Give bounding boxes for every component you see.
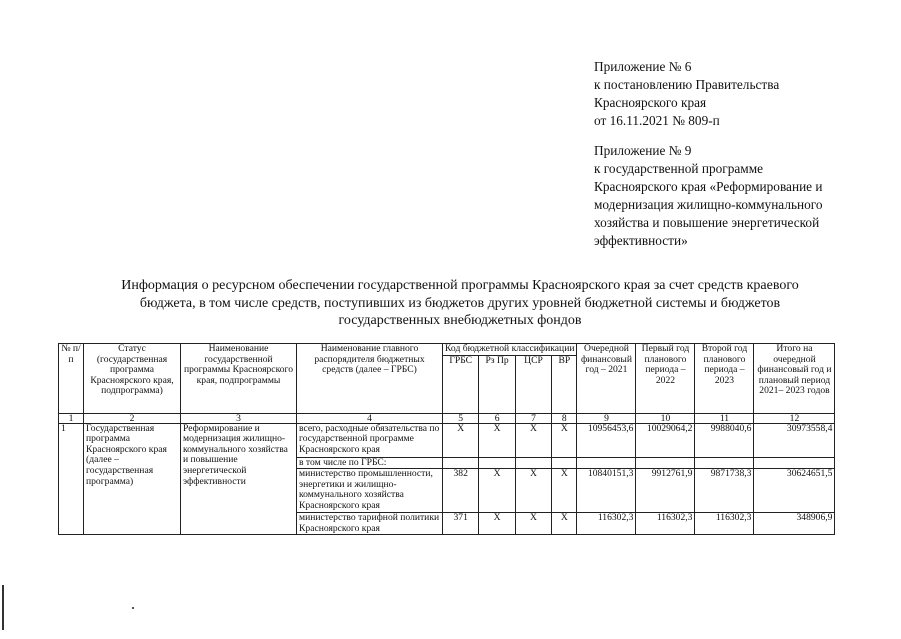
appendix-9-line: Красноярского края «Реформирование и xyxy=(594,179,823,194)
rzpr-cell: X xyxy=(479,469,515,513)
appendix-9-line: Приложение № 9 xyxy=(594,143,692,158)
appendix-9-line: хозяйства и повышение энергетической xyxy=(594,215,820,230)
appendix-6-line: Приложение № 6 xyxy=(594,59,692,74)
csr-cell: X xyxy=(515,469,551,513)
rzpr-cell xyxy=(479,457,515,469)
header-budget-code: Код бюджетной классификации xyxy=(443,344,577,356)
appendix-9-line: к государственной программе xyxy=(594,161,764,176)
y2021-cell: 10840151,3 xyxy=(577,469,636,513)
col-number: 4 xyxy=(297,413,443,423)
y2022-cell xyxy=(636,457,695,469)
heading-line: государственных внебюджетных фондов xyxy=(338,313,582,328)
total-cell xyxy=(754,457,835,469)
heading-line: Информация о ресурсном обеспечении государственной программы Красноярского края за счет средств краевого xyxy=(121,278,799,293)
y2023-cell: 9988040,6 xyxy=(695,423,754,457)
row-num: 1 xyxy=(59,423,84,535)
grbs-name-cell: всего, расходные обязательства по государственной программе Красноярского края xyxy=(297,423,443,457)
grbs-cell: 371 xyxy=(443,513,479,535)
y2021-cell: 116302,3 xyxy=(577,513,636,535)
row-status: Государственная программа Красноярского края (далее – государственная программа) xyxy=(84,423,181,535)
appendix-6-block xyxy=(594,58,779,130)
col-number: 1 xyxy=(59,413,84,423)
header-grbs-name: Наименование главного распорядителя бюджетных средств (далее – ГРБС) xyxy=(297,344,443,414)
header-rzpr: Рз Пр xyxy=(479,355,515,413)
col-number: 9 xyxy=(577,413,636,423)
y2022-cell: 9912761,9 xyxy=(636,469,695,513)
header-num: № п/п xyxy=(59,344,84,414)
col-number: 6 xyxy=(479,413,515,423)
appendix-6-line: Красноярского края xyxy=(594,95,707,110)
total-cell: 30624651,5 xyxy=(754,469,835,513)
col-number: 10 xyxy=(636,413,695,423)
document-heading xyxy=(40,277,880,330)
header-grbs: ГРБС xyxy=(443,355,479,413)
grbs-cell: 382 xyxy=(443,469,479,513)
y2023-cell xyxy=(695,457,754,469)
grbs-name-cell: министерство тарифной политики Красноярского края xyxy=(297,513,443,535)
total-cell: 348906,9 xyxy=(754,513,835,535)
col-number: 7 xyxy=(515,413,551,423)
grbs-cell xyxy=(443,457,479,469)
appendix-9-block xyxy=(594,142,823,250)
csr-cell: X xyxy=(515,423,551,457)
csr-cell: X xyxy=(515,513,551,535)
y2023-cell: 116302,3 xyxy=(695,513,754,535)
scan-edge-mark xyxy=(2,585,4,630)
column-number-row xyxy=(59,413,835,423)
col-number: 3 xyxy=(181,413,297,423)
table-row xyxy=(59,423,835,457)
appendix-9-line: модернизация жилищно-коммунального xyxy=(594,197,823,212)
col-number: 11 xyxy=(695,413,754,423)
col-number: 2 xyxy=(84,413,181,423)
col-number: 12 xyxy=(754,413,835,423)
header-program-name: Наименование государственной программы Красноярского края, подпрограммы xyxy=(181,344,297,414)
header-second-year: Второй год планового периода – 2023 xyxy=(695,344,754,414)
header-status: Статус (государственная программа Красноярского края, подпрограмма) xyxy=(84,344,181,414)
header-first-year: Первый год планового периода – 2022 xyxy=(636,344,695,414)
vr-cell: X xyxy=(552,469,577,513)
appendix-9-line: эффективности» xyxy=(594,233,688,248)
header-vr: ВР xyxy=(552,355,577,413)
heading-line: бюджета, в том числе средств, поступивших из бюджетов других уровней бюджетной системы и бюджетов xyxy=(139,295,781,311)
vr-cell xyxy=(552,457,577,469)
y2022-cell: 10029064,2 xyxy=(636,423,695,457)
vr-cell: X xyxy=(552,513,577,535)
table-header-row xyxy=(59,344,835,356)
grbs-name-cell: министерство промышленности, энергетики и жилищно-коммунального хозяйства Красноярского края xyxy=(297,469,443,513)
appendix-6-line: от 16.11.2021 № 809-п xyxy=(594,113,720,128)
resource-table xyxy=(58,343,835,535)
rzpr-cell: X xyxy=(479,513,515,535)
total-cell: 30973558,4 xyxy=(754,423,835,457)
y2023-cell: 9871738,3 xyxy=(695,469,754,513)
y2022-cell: 116302,3 xyxy=(636,513,695,535)
header-current-year: Очередной финансовый год – 2021 xyxy=(577,344,636,414)
row-program-name: Реформирование и модернизация жилищно-коммунального хозяйства и повышение энергетической эффективности xyxy=(181,423,297,535)
col-number: 8 xyxy=(552,413,577,423)
scan-dot xyxy=(132,607,134,609)
header-total: Итого на очередной финансовый год и плановый период 2021– 2023 годов xyxy=(754,344,835,414)
rzpr-cell: X xyxy=(479,423,515,457)
y2021-cell xyxy=(577,457,636,469)
grbs-name-cell: в том числе по ГРБС: xyxy=(297,457,443,469)
col-number: 5 xyxy=(443,413,479,423)
y2021-cell: 10956453,6 xyxy=(577,423,636,457)
csr-cell xyxy=(515,457,551,469)
header-csr: ЦСР xyxy=(515,355,551,413)
appendix-6-line: к постановлению Правительства xyxy=(594,77,780,92)
vr-cell: X xyxy=(552,423,577,457)
grbs-cell: X xyxy=(443,423,479,457)
